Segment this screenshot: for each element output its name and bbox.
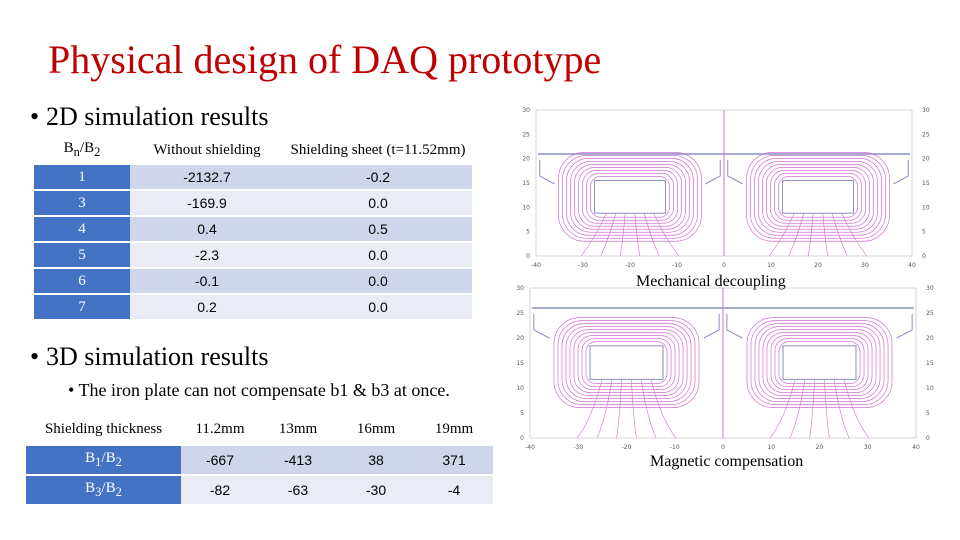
y-tick-label: 5	[922, 228, 926, 236]
field-line	[620, 213, 625, 256]
y-tick-label: 5	[520, 410, 524, 417]
caption-mechanical-decoupling: Mechanical decoupling	[636, 273, 786, 290]
row-order: 3	[34, 190, 130, 216]
cell-without: 0.4	[130, 216, 284, 242]
header-shielding-thickness: Shielding thickness	[26, 414, 181, 445]
y-tick-label: 30	[926, 285, 934, 292]
x-tick-label: -30	[578, 262, 588, 269]
table-row	[26, 475, 493, 504]
field-line	[635, 213, 640, 256]
x-tick-label: -40	[525, 444, 535, 451]
cell-value: -63	[259, 475, 337, 504]
y-tick-label: 15	[926, 360, 934, 367]
x-tick-label: 20	[814, 262, 822, 269]
field-line	[810, 379, 815, 438]
x-tick-label: -40	[531, 262, 541, 269]
y-tick-label: 15	[922, 180, 930, 187]
y-tick-label: 25	[922, 131, 930, 139]
caption-magnetic-compensation: Magnetic compensation	[650, 453, 804, 470]
table-row	[34, 164, 472, 190]
y-tick-label: 25	[522, 131, 530, 139]
y-tick-label: 20	[926, 335, 934, 342]
x-tick-label: -10	[669, 444, 680, 451]
field-plot-mechanical-decoupling	[506, 104, 936, 270]
cell-value: -4	[415, 475, 493, 504]
cell-with: 0.5	[284, 216, 472, 242]
row-order: 5	[34, 242, 130, 268]
magnet-core	[783, 346, 856, 380]
y-tick-label: 10	[926, 385, 934, 392]
field-line	[808, 213, 813, 256]
cell-value: 38	[337, 445, 415, 475]
field-line	[651, 379, 676, 438]
cell-with: -0.2	[284, 164, 472, 190]
y-tick-label: 15	[516, 360, 524, 367]
x-tick-label: 0	[721, 444, 725, 451]
y-tick-label: 15	[522, 180, 530, 187]
header-thickness: 19mm	[415, 414, 493, 445]
y-tick-label: 10	[522, 204, 530, 212]
x-tick-label: -20	[621, 444, 632, 451]
field-plot-magnetic-compensation	[500, 282, 940, 452]
page-title: Physical design of DAQ prototype	[48, 37, 602, 82]
table-row	[34, 242, 472, 268]
header-bn-b2: $B_n/B_2$	[34, 137, 130, 164]
y-tick-label: 0	[526, 253, 530, 260]
cell-with: 0.0	[284, 268, 472, 294]
cell-value: -82	[181, 475, 259, 504]
table-2d-results	[34, 137, 472, 319]
table-row	[34, 190, 472, 216]
row-order: 1	[34, 164, 130, 190]
y-tick-label: 0	[520, 435, 524, 442]
cell-value: 371	[415, 445, 493, 475]
x-tick-label: 10	[767, 444, 776, 451]
field-line	[770, 379, 795, 438]
y-tick-label: 30	[522, 107, 530, 114]
bullet-3d	[30, 342, 268, 372]
x-tick-label: 20	[815, 444, 824, 451]
magnet-core	[782, 180, 853, 213]
y-tick-label: 30	[516, 285, 524, 292]
header-thickness: 11.2mm	[181, 414, 259, 445]
row-order: 6	[34, 268, 130, 294]
cell-value: -413	[259, 445, 337, 475]
x-tick-label: -20	[625, 262, 635, 269]
y-tick-label: 20	[922, 155, 930, 163]
y-tick-label: 20	[516, 335, 524, 342]
sub-bullet	[68, 380, 450, 401]
field-line	[617, 379, 622, 438]
x-tick-label: 40	[908, 262, 916, 269]
y-tick-label: 5	[526, 228, 530, 236]
field-line	[789, 213, 804, 256]
field-line	[832, 213, 847, 256]
x-tick-label: 10	[767, 262, 775, 269]
x-tick-label: 40	[912, 444, 920, 451]
cell-without: -169.9	[130, 190, 284, 216]
field-line	[597, 379, 612, 438]
sub-bullet-text: The iron plate can not compensate b1 & b3 at once.	[78, 380, 450, 400]
field-line	[631, 379, 636, 438]
row-order: 7	[34, 294, 130, 319]
bullet-dot-icon: •	[68, 380, 79, 400]
field-line	[834, 379, 849, 438]
table-row	[34, 268, 472, 294]
y-tick-label: 5	[926, 410, 930, 417]
field-line	[790, 379, 805, 438]
row-label-b1-b2: $B_1/B_2$	[26, 445, 181, 475]
field-line	[601, 213, 616, 256]
y-tick-label: 0	[926, 435, 930, 442]
x-tick-label: 30	[861, 262, 869, 269]
header-thickness: 16mm	[337, 414, 415, 445]
cell-with: 0.0	[284, 190, 472, 216]
field-line	[644, 213, 659, 256]
field-lines-plot	[500, 282, 940, 452]
y-tick-label: 10	[516, 385, 524, 392]
bullet-dot-icon: •	[30, 102, 40, 131]
field-lines-plot	[506, 104, 936, 270]
cell-without: -0.1	[130, 268, 284, 294]
y-tick-label: 30	[922, 107, 930, 114]
table-row	[34, 294, 472, 319]
field-line	[823, 213, 828, 256]
magnet-core	[590, 346, 663, 380]
table-row	[26, 445, 493, 475]
field-line	[641, 379, 656, 438]
row-order: 4	[34, 216, 130, 242]
y-tick-label: 25	[926, 310, 934, 317]
cell-value: -667	[181, 445, 259, 475]
cell-value: -30	[337, 475, 415, 504]
x-tick-label: 30	[863, 444, 872, 451]
y-tick-label: 20	[522, 155, 530, 163]
field-line	[844, 379, 869, 438]
cell-without: -2132.7	[130, 164, 284, 190]
header-shielding-sheet: Shielding sheet (t=11.52mm)	[284, 137, 472, 164]
bullet-dot-icon: •	[30, 342, 40, 371]
x-tick-label: -10	[672, 262, 682, 269]
table-row	[34, 216, 472, 242]
row-label-b3-b2: $B_3/B_2$	[26, 475, 181, 504]
field-line	[577, 379, 602, 438]
table-3d-results	[26, 414, 493, 504]
cell-with: 0.0	[284, 294, 472, 319]
bullet-3d-text: 3D simulation results	[46, 342, 269, 371]
cell-without: -2.3	[130, 242, 284, 268]
header-thickness: 13mm	[259, 414, 337, 445]
x-tick-label: -30	[573, 444, 584, 451]
bullet-2d	[30, 102, 268, 132]
bullet-2d-text: 2D simulation results	[46, 102, 269, 131]
y-tick-label: 0	[922, 253, 926, 260]
y-tick-label: 10	[922, 204, 930, 212]
y-tick-label: 25	[516, 310, 524, 317]
cell-without: 0.2	[130, 294, 284, 319]
field-line	[824, 379, 829, 438]
magnet-core	[594, 180, 665, 213]
x-tick-label: 0	[722, 262, 726, 269]
cell-with: 0.0	[284, 242, 472, 268]
header-without-shielding: Without shielding	[130, 137, 284, 164]
